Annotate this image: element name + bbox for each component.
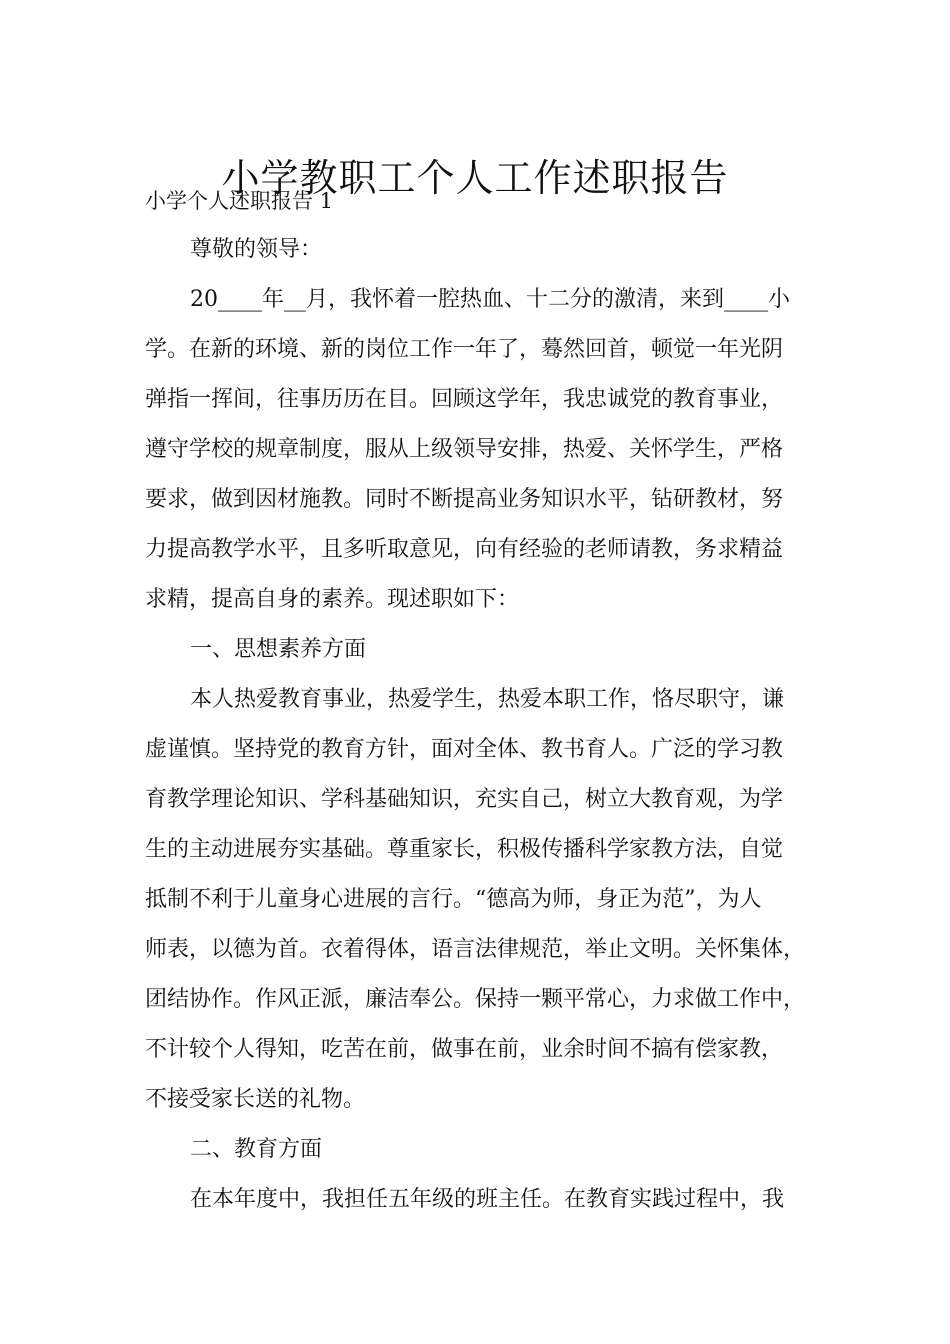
text-line: 本人热爱教育事业，热爱学生，热爱本职工作，恪尽职守，谦	[190, 687, 785, 712]
document-subtitle: 小学个人述职报告 1	[145, 189, 334, 213]
text-line: 不计较个人得知，吃苦在前，做事在前，业余时间不搞有偿家教，	[145, 1037, 784, 1062]
text-line: 育教学理论知识、学科基础知识，充实自己，树立大教育观，为学	[145, 787, 784, 812]
text-line: 弹指一挥间，往事历历在目。回顾这学年，我忠诚党的教育事业，	[145, 387, 784, 412]
text-line: 团结协作。作风正派，廉洁奉公。保持一颗平常心，力求做工作中，	[145, 987, 806, 1012]
text-line: 二、教育方面	[190, 1137, 323, 1162]
text-line: 尊敬的领导：	[190, 237, 323, 262]
text-line: 不接受家长送的礼物。	[145, 1087, 366, 1112]
document-body	[145, 235, 825, 1235]
text-line: 遵守学校的规章制度，服从上级领导安排，热爱、关怀学生，严格	[145, 437, 784, 462]
text-line: 力提高教学水平，且多听取意见，向有经验的老师请教，务求精益	[145, 537, 784, 562]
text-line: 求精，提高自身的素养。现述职如下：	[145, 587, 520, 612]
document-title: 小学教职工个人工作述职报告	[221, 156, 729, 201]
text-line: 20____年__月，我怀着一腔热血、十二分的激清，来到____小	[190, 287, 790, 312]
text-line: 一、思想素养方面	[190, 637, 367, 662]
text-line: 生的主动进展夯实基础。尊重家长，积极传播科学家教方法，自觉	[145, 837, 784, 862]
text-line: 在本年度中，我担任五年级的班主任。在教育实践过程中，我	[190, 1187, 785, 1212]
text-line: 学。在新的环境、新的岗位工作一年了，蓦然回首，顿觉一年光阴	[145, 337, 784, 362]
text-line: 虚谨慎。坚持党的教育方针，面对全体、教书育人。广泛的学习教	[145, 737, 784, 762]
text-line: 抵制不利于儿童身心进展的言行。“德高为师，身正为范”，为人	[145, 887, 762, 912]
text-line: 师表，以德为首。衣着得体，语言法律规范，举止文明。关怀集体，	[145, 937, 806, 962]
text-line: 要求，做到因材施教。同时不断提高业务知识水平，钻研教材，努	[145, 487, 784, 512]
